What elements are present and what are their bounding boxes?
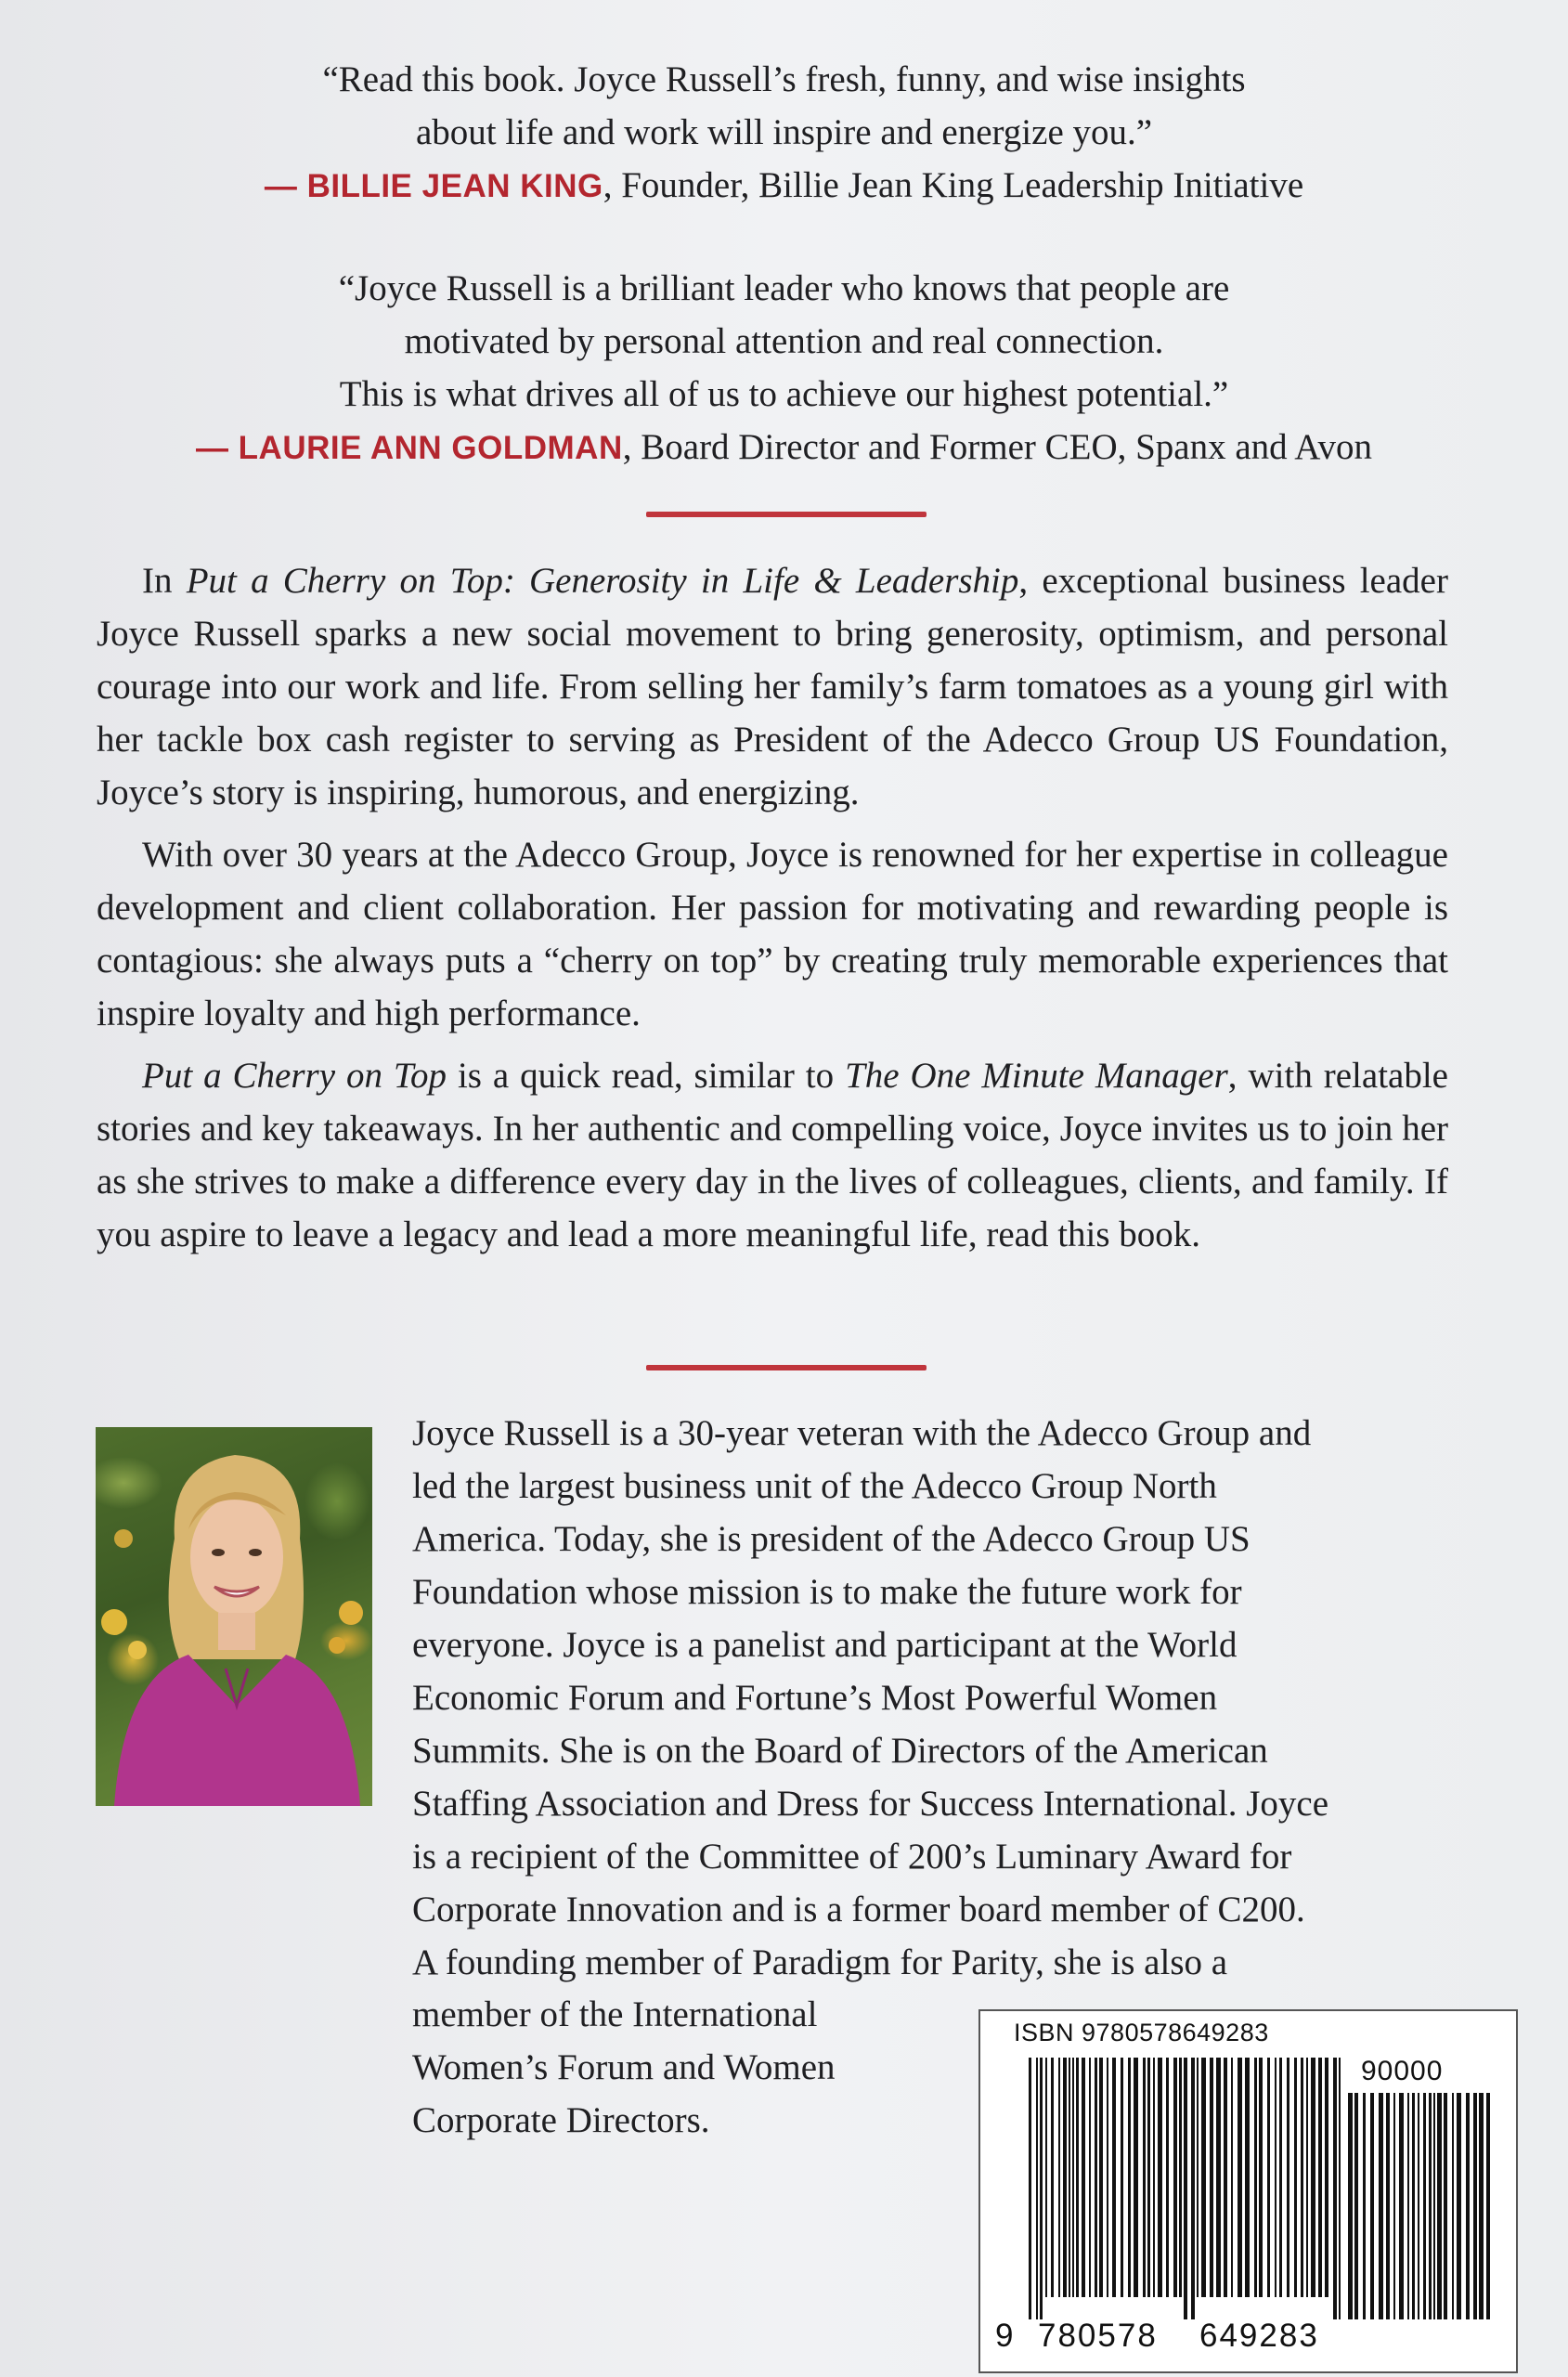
barcode-bar	[1036, 2058, 1038, 2319]
quote-line: This is what drives all of us to achieve our highest potential.”	[339, 374, 1229, 414]
barcode-bar	[1040, 2058, 1043, 2319]
barcode-bar	[1279, 2058, 1282, 2297]
ean-group-2: 649283	[1199, 2318, 1319, 2354]
barcode-bar	[1363, 2093, 1366, 2319]
barcode-bar	[1051, 2058, 1054, 2297]
bio-line: Summits. She is on the Board of Directors of the American	[412, 1731, 1268, 1771]
barcode-bar	[1191, 2058, 1195, 2319]
bio-line: Corporate Directors.	[412, 2100, 710, 2140]
barcode-bar	[1259, 2058, 1263, 2297]
description-paragraph-1	[97, 554, 1448, 819]
barcode-bar	[1339, 2058, 1341, 2319]
barcode-bar	[1379, 2093, 1383, 2319]
barcode-bar	[1238, 2058, 1242, 2297]
author-bio-tail	[412, 1988, 969, 2147]
barcode-bar	[1045, 2058, 1047, 2297]
bio-line: is a recipient of the Committee of 200’s Luminary Award for	[412, 1837, 1292, 1877]
barcode-bar	[1112, 2058, 1116, 2297]
isbn-barcode	[978, 2009, 1518, 2373]
book-title: Put a Cherry on Top	[142, 1056, 447, 1096]
barcode-bar	[1423, 2093, 1426, 2319]
quote-line: “Read this book. Joyce Russell’s fresh, funny, and wise insights	[322, 59, 1246, 99]
barcode-bar	[1325, 2058, 1328, 2297]
text-run: , with relatable stories and key takeaways. In her authentic and compelling voice, Joyce invites us to join her as she strives to make a difference every day in the lives of colleagues, clients, and family. If you aspire to leave a legacy and lead a more meaningful life, read this book.	[97, 1056, 1448, 1254]
attribution-dash: —	[264, 168, 307, 204]
barcode-bar	[1158, 2058, 1162, 2297]
barcode-bar	[1333, 2058, 1337, 2319]
ean-first-digit: 9	[995, 2318, 1016, 2354]
barcode-bar	[1082, 2058, 1085, 2297]
barcode-bar	[1301, 2058, 1303, 2297]
ean-barcode-bars	[1029, 2058, 1344, 2319]
bio-line: America. Today, she is president of the Adecco Group US	[412, 1519, 1251, 1559]
endorsement-quote-1	[0, 53, 1568, 213]
barcode-bar	[1134, 2058, 1138, 2297]
barcode-bar	[1184, 2058, 1187, 2319]
text-run: In	[142, 561, 187, 601]
ean-digits	[995, 2318, 1319, 2355]
barcode-bar	[1267, 2058, 1270, 2297]
barcode-bar	[1275, 2058, 1276, 2297]
section-divider	[646, 512, 927, 517]
barcode-bar	[1107, 2058, 1108, 2297]
bio-line: A founding member of Paradigm for Parity, she is also a	[412, 1942, 1228, 1982]
bio-line: Staffing Association and Dress for Success International. Joyce	[412, 1784, 1329, 1824]
barcode-bar	[1099, 2058, 1103, 2297]
barcode-bar	[1318, 2058, 1322, 2297]
barcode-bar	[1393, 2093, 1395, 2319]
barcode-bar	[1058, 2058, 1060, 2297]
barcode-bar	[1370, 2093, 1374, 2319]
barcode-bar	[1095, 2058, 1097, 2297]
barcode-bar	[1029, 2058, 1031, 2319]
description-paragraph-3	[97, 1049, 1448, 1261]
barcode-bar	[1457, 2093, 1461, 2319]
quote-author-role: , Founder, Billie Jean King Leadership Initiative	[603, 165, 1304, 205]
barcode-bar	[1348, 2093, 1353, 2319]
bio-line: led the largest business unit of the Adecco Group North	[412, 1466, 1217, 1506]
barcode-bar	[1089, 2058, 1091, 2297]
section-divider	[646, 1365, 927, 1370]
ean-group-1: 780578	[1038, 2318, 1158, 2354]
bio-line: Foundation whose mission is to make the future work for	[412, 1572, 1242, 1612]
quote-author: BILLIE JEAN KING	[306, 168, 603, 204]
barcode-bar	[1399, 2093, 1404, 2319]
text-run: , exceptional business leader Joyce Russell sparks a new social movement to bring generosity, optimism, and personal courage into our work and life. From selling her family’s farm tomatoes as a young girl with her tackle box cash register to serving as President of the Adecco Group US Foundation, Joyce’s story is inspiring, humorous, and energizing.	[97, 561, 1448, 812]
barcode-bar	[1197, 2058, 1199, 2297]
barcode-bar	[1473, 2093, 1477, 2319]
barcode-bar	[1147, 2058, 1150, 2297]
barcode-bar	[1433, 2093, 1435, 2319]
author-photo	[96, 1427, 372, 1806]
barcode-bar	[1444, 2093, 1447, 2319]
barcode-bar	[1407, 2093, 1409, 2319]
barcode-bar	[1224, 2058, 1227, 2297]
price-addon-bars	[1348, 2093, 1497, 2319]
isbn-label: ISBN 9780578649283	[1014, 2019, 1269, 2046]
barcode-bar	[1429, 2093, 1432, 2319]
barcode-bar	[1153, 2058, 1155, 2297]
quote-attribution	[0, 421, 1568, 474]
quote-line: motivated by personal attention and real connection.	[404, 321, 1164, 361]
barcode-bar	[1216, 2058, 1221, 2297]
barcode-bar	[1128, 2058, 1131, 2297]
author-portrait-illustration	[96, 1427, 372, 1806]
barcode-bar	[1245, 2058, 1250, 2297]
bio-line: member of the International	[412, 1994, 818, 2034]
book-title: Put a Cherry on Top: Generosity in Life & Leadership	[186, 561, 1019, 601]
barcode-bar	[1486, 2093, 1490, 2319]
barcode-bar	[1412, 2093, 1415, 2319]
barcode-bar	[1466, 2093, 1470, 2319]
barcode-bar	[1210, 2058, 1213, 2297]
barcode-bar	[1386, 2093, 1390, 2319]
barcode-bar	[1121, 2058, 1123, 2297]
barcode-bar	[1452, 2093, 1454, 2319]
barcode-bar	[1294, 2058, 1297, 2297]
barcode-bar	[1069, 2058, 1070, 2297]
bio-line: Economic Forum and Fortune’s Most Powerful Women	[412, 1678, 1218, 1718]
barcode-bar	[1437, 2093, 1442, 2319]
endorsement-quote-2	[0, 262, 1568, 474]
quote-attribution	[0, 159, 1568, 213]
barcode-bar	[1479, 2093, 1484, 2319]
barcode-bar	[1143, 2058, 1146, 2297]
barcode-bar	[1063, 2058, 1067, 2297]
barcode-bar	[1418, 2093, 1419, 2319]
barcode-bar	[1076, 2058, 1079, 2297]
barcode-bar	[1231, 2058, 1233, 2297]
bio-line: Women’s Forum and Women	[412, 2047, 836, 2087]
text-run: is a quick read, similar to	[447, 1056, 846, 1096]
barcode-bar	[1072, 2058, 1074, 2297]
quote-author: LAURIE ANN GOLDMAN	[238, 430, 623, 466]
description-paragraph-2: With over 30 years at the Adecco Group, Joyce is renowned for her expertise in colleague development and client collaboration. Her passion for motivating and rewarding people is contagious: she always puts a “cherry on top” by creating truly memorable experiences that inspire loyalty and high performance.	[97, 835, 1448, 1033]
barcode-bar	[1179, 2058, 1182, 2297]
barcode-bar	[1254, 2058, 1257, 2297]
bio-line: Corporate Innovation and is a former board member of C200.	[412, 1890, 1305, 1929]
barcode-bar	[1306, 2058, 1308, 2297]
bio-line: Joyce Russell is a 30-year veteran with the Adecco Group and	[412, 1413, 1312, 1453]
author-bio	[412, 1407, 1452, 1989]
referenced-book-title: The One Minute Manager	[845, 1056, 1228, 1096]
quote-line: “Joyce Russell is a brilliant leader who knows that people are	[338, 268, 1230, 308]
barcode-bar	[1311, 2058, 1315, 2297]
barcode-bar	[1354, 2093, 1358, 2319]
barcode-bar	[1287, 2058, 1289, 2297]
attribution-dash: —	[195, 430, 239, 466]
price-code: 90000	[1361, 2056, 1444, 2086]
barcode-bar	[1166, 2058, 1169, 2297]
barcode-bar	[1201, 2058, 1206, 2297]
quote-line: about life and work will inspire and energize you.”	[415, 112, 1153, 152]
book-description	[97, 554, 1448, 1270]
quote-author-role: , Board Director and Former CEO, Spanx and Avon	[622, 427, 1373, 467]
bio-line: everyone. Joyce is a panelist and participant at the World	[412, 1625, 1238, 1665]
barcode-bar	[1173, 2058, 1177, 2297]
